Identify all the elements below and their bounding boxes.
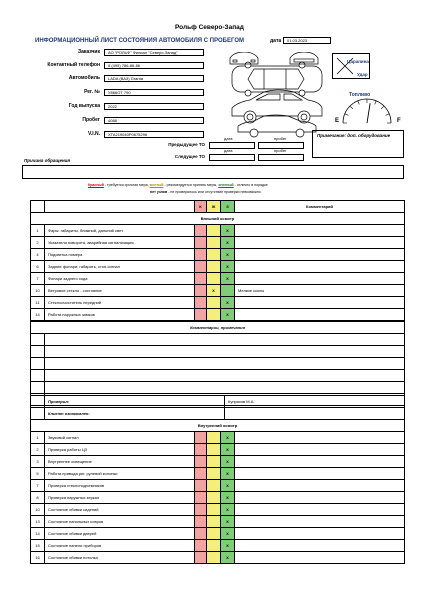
fuel-label: Топливо (349, 92, 371, 98)
row-number: 14 (31, 309, 45, 321)
section-exterior-title: Внешний осмотр (31, 213, 405, 225)
row-comment[interactable] (235, 456, 405, 468)
status-cell-yellow[interactable] (207, 261, 221, 273)
row-number: 16 (31, 552, 45, 564)
status-cell-red[interactable] (195, 552, 207, 564)
date-label: дата (270, 38, 282, 44)
table-row (31, 480, 405, 492)
table-row (31, 225, 405, 237)
fuel-tick (350, 106, 353, 109)
status-cell-yellow[interactable] (207, 297, 221, 309)
status-cell-yellow[interactable] (207, 492, 221, 504)
status-cell-yellow[interactable] (207, 309, 221, 321)
status-cell-red[interactable] (195, 309, 207, 321)
service-date-label: дата (224, 148, 233, 153)
status-cell-green[interactable]: X (221, 540, 235, 552)
col-header-yellow: Ж (207, 201, 221, 213)
comments-table (30, 321, 405, 406)
status-cell-yellow[interactable] (207, 225, 221, 237)
field-label: Год выпуска (68, 103, 100, 109)
row-comment[interactable] (235, 261, 405, 273)
status-cell-red[interactable] (195, 468, 207, 480)
fuel-gauge-icon (337, 97, 397, 127)
row-item-text: Фонари заднего хода (45, 273, 195, 285)
reason-box (22, 165, 404, 179)
status-cell-red[interactable] (195, 249, 207, 261)
checked-label: Проверил: (45, 396, 225, 408)
status-cell-red[interactable] (195, 504, 207, 516)
table-row (31, 273, 405, 285)
status-cell-red[interactable] (195, 516, 207, 528)
field-value[interactable]: XTA219040P0675296 (104, 131, 204, 138)
status-cell-green[interactable]: X (221, 261, 235, 273)
header-spacer (31, 201, 45, 213)
row-number: 10 (31, 504, 45, 516)
legend-yellow-desc: - рекомендуется принять меры, (163, 183, 219, 187)
sig-spacer (31, 408, 45, 420)
field-label: Рег. № (84, 89, 100, 95)
status-cell-green[interactable]: X (221, 552, 235, 564)
status-cell-green[interactable]: X (221, 432, 235, 444)
status-cell-red[interactable] (195, 237, 207, 249)
status-cell-red[interactable] (195, 456, 207, 468)
comment-line-input[interactable] (45, 370, 405, 382)
checked-value: Купряхов М.А. (225, 396, 405, 408)
table-row (31, 504, 405, 516)
status-cell-red[interactable] (195, 528, 207, 540)
service-mileage-label: пробег (274, 148, 287, 153)
status-cell-yellow[interactable] (207, 432, 221, 444)
row-comment[interactable] (235, 480, 405, 492)
row-number: 5 (31, 468, 45, 480)
service-date-label: дата (224, 136, 233, 141)
service-label: Следущее ТО (174, 154, 205, 159)
car-damage-diagram (228, 52, 326, 138)
comment-line-margin (31, 358, 45, 370)
field-value[interactable]: 2022 (104, 103, 204, 110)
status-cell-green[interactable]: X (221, 492, 235, 504)
status-cell-green[interactable]: X (221, 309, 235, 321)
row-number: 2 (31, 237, 45, 249)
checked-row (31, 396, 405, 408)
comment-line (31, 382, 405, 394)
status-cell-green[interactable]: X (221, 444, 235, 456)
row-comment[interactable] (235, 225, 405, 237)
comment-line (31, 370, 405, 382)
table-row (31, 552, 405, 564)
row-item-text: Фары: габариты, ближний, дальний свет (45, 225, 195, 237)
comment-line-input[interactable] (45, 334, 405, 346)
color-legend-grey (150, 191, 261, 195)
row-item-text: Задние фонари: габарить, стоп-сигнал (45, 261, 195, 273)
row-item-text: Подсветка номера (45, 249, 195, 261)
table-row (31, 249, 405, 261)
table-row (31, 261, 405, 273)
row-number: 13 (31, 516, 45, 528)
section-row (31, 420, 405, 432)
row-comment[interactable] (235, 504, 405, 516)
legend-green-desc: - отлично в порядке (233, 183, 268, 187)
row-comment[interactable] (235, 297, 405, 309)
row-number: 8 (31, 492, 45, 504)
exterior-table (30, 200, 405, 321)
field-value[interactable]: У866ОТ 790 (104, 89, 204, 96)
legend-yellow-word: желтый (149, 183, 164, 187)
row-comment[interactable] (235, 552, 405, 564)
row-comment[interactable] (235, 540, 405, 552)
status-cell-yellow[interactable] (207, 480, 221, 492)
status-cell-yellow[interactable] (207, 237, 221, 249)
row-item-text: Стеклоочиститель передний (45, 297, 195, 309)
row-item-text: Проверка наружных зеркал (45, 492, 195, 504)
row-comment[interactable] (235, 528, 405, 540)
row-comment[interactable] (235, 492, 405, 504)
status-cell-red[interactable] (195, 432, 207, 444)
status-cell-red[interactable] (195, 480, 207, 492)
service-date-field[interactable] (209, 154, 255, 161)
field-label: Пробег (82, 117, 100, 123)
status-cell-red[interactable] (195, 297, 207, 309)
row-comment[interactable] (235, 468, 405, 480)
row-item-text: Состояние обивки дверей (45, 528, 195, 540)
status-cell-yellow[interactable] (207, 516, 221, 528)
status-cell-green[interactable]: X (221, 528, 235, 540)
color-legend (88, 184, 268, 188)
table-row (31, 468, 405, 480)
row-comment[interactable] (235, 432, 405, 444)
comment-line-input[interactable] (45, 346, 405, 358)
client-signature (225, 408, 405, 420)
status-cell-red[interactable] (195, 444, 207, 456)
row-item-text: Ветровое стекло - состояние (45, 285, 195, 297)
row-number: 3 (31, 456, 45, 468)
row-number: 10 (31, 285, 45, 297)
table-row (31, 297, 405, 309)
fuel-tick (358, 101, 360, 105)
row-item-text: Состояние напольных ковров (45, 516, 195, 528)
row-number: 4 (31, 249, 45, 261)
col-header-comment: Комментарий (235, 201, 405, 213)
status-cell-red[interactable] (195, 540, 207, 552)
service-mileage-field[interactable] (258, 154, 304, 161)
fuel-tick (375, 101, 377, 105)
note-label: Примечание: доп. оборудование (317, 133, 391, 138)
sig-spacer (31, 396, 45, 408)
status-cell-red[interactable] (195, 273, 207, 285)
table-row (31, 432, 405, 444)
column-header-row (31, 201, 405, 213)
status-cell-green[interactable]: X (221, 237, 235, 249)
legend-red-word: Красный (88, 183, 104, 187)
status-cell-yellow[interactable] (207, 456, 221, 468)
row-item-text: Состояние обивки потолка (45, 552, 195, 564)
row-item-text: Звуковой сигнал (45, 432, 195, 444)
status-cell-green[interactable]: X (221, 297, 235, 309)
row-number: 6 (31, 261, 45, 273)
fuel-tick (345, 114, 349, 116)
comment-line-margin (31, 334, 45, 346)
service-mileage-label: пробег (274, 136, 287, 141)
comment-line (31, 346, 405, 358)
status-cell-green[interactable]: X (221, 273, 235, 285)
row-item-text: Проверка работы ЦЗ (45, 444, 195, 456)
status-cell-red[interactable] (195, 225, 207, 237)
col-header-red: К (195, 201, 207, 213)
row-comment[interactable]: Мелкие сколы (235, 285, 405, 297)
fuel-empty-label: E (335, 118, 340, 124)
status-cell-green[interactable]: X (221, 504, 235, 516)
reason-label: Причина обращения (24, 158, 71, 163)
status-cell-green[interactable]: X (221, 480, 235, 492)
table-row (31, 237, 405, 249)
status-cell-green[interactable]: X (221, 225, 235, 237)
field-value[interactable]: LADA (ВАЗ) Granta (104, 75, 204, 82)
field-value[interactable]: 4088 (104, 117, 204, 124)
status-cell-red[interactable] (195, 285, 207, 297)
row-comment[interactable] (235, 516, 405, 528)
car-top-view-icon (232, 62, 322, 96)
comment-line-input[interactable] (45, 382, 405, 394)
status-cell-yellow[interactable] (207, 444, 221, 456)
fuel-tick (381, 106, 384, 109)
signature-table (30, 395, 405, 420)
table-row (31, 528, 405, 540)
comment-line-margin (31, 370, 45, 382)
row-item-text: Работа наружных замков (45, 309, 195, 321)
company-name: Рольф Северо-Запад (175, 24, 244, 31)
status-cell-yellow[interactable] (207, 552, 221, 564)
comment-line-margin (31, 382, 45, 394)
status-cell-yellow[interactable]: X (207, 285, 221, 297)
row-number: 14 (31, 528, 45, 540)
row-item-text: Указатели поворота, аварийная сигнализация (45, 237, 195, 249)
row-comment[interactable] (235, 273, 405, 285)
row-number: 7 (31, 273, 45, 285)
comment-line (31, 358, 405, 370)
status-cell-yellow[interactable] (207, 540, 221, 552)
row-item-text: Работа привода рег. рулевой колонки (45, 468, 195, 480)
interior-table (30, 419, 405, 564)
row-number: 15 (31, 540, 45, 552)
table-row (31, 444, 405, 456)
legend-scratch-label: Царапина (347, 59, 369, 64)
status-cell-yellow[interactable] (207, 249, 221, 261)
field-label: V.I.N. (87, 131, 100, 137)
status-cell-red[interactable] (195, 492, 207, 504)
status-cell-red[interactable] (195, 261, 207, 273)
row-item-text: Состояние панели приборов (45, 540, 195, 552)
status-cell-green[interactable]: X (221, 516, 235, 528)
row-number: 1 (31, 432, 45, 444)
table-row (31, 285, 405, 297)
section-comments-title: Комментарии, примечания (31, 322, 405, 334)
status-cell-green[interactable] (221, 285, 235, 297)
car-front-view-icon (230, 52, 258, 64)
field-label: Автомобиль (68, 75, 100, 81)
status-cell-yellow[interactable] (207, 273, 221, 285)
row-number: 11 (31, 297, 45, 309)
row-comment[interactable] (235, 237, 405, 249)
row-item-text: Состояние обивки сидений (45, 504, 195, 516)
comment-line (31, 334, 405, 346)
field-value[interactable]: АО "РОЛЬФ" Филиал "Северо-Запад" (104, 49, 204, 56)
table-row (31, 492, 405, 504)
status-cell-green[interactable]: X (221, 468, 235, 480)
table-row (31, 516, 405, 528)
table-row (31, 456, 405, 468)
document-title: ИНФОРМАЦИОННЫЙ ЛИСТ СОСТОЯНИЯ АВТОМОБИЛЯ С ПРОБЕГОМ (35, 38, 244, 44)
row-item-text: Внутреннее освещение (45, 456, 195, 468)
legend-grey-word: нет узлов (150, 190, 168, 194)
date-field: 01.03.2023 (283, 37, 331, 44)
table-row (31, 309, 405, 321)
legend-green-word: зеленый (218, 183, 234, 187)
row-item-text: Проверка стеклоподъемников (45, 480, 195, 492)
row-number: 2 (31, 444, 45, 456)
section-interior-title: Внутренний осмотр (31, 420, 405, 432)
comment-line-margin (31, 346, 45, 358)
fuel-tick (385, 114, 389, 116)
fuel-full-label: F (397, 118, 401, 124)
status-cell-green[interactable]: X (221, 249, 235, 261)
service-label: Предыдущее ТО (168, 142, 205, 147)
status-cell-yellow[interactable] (207, 504, 221, 516)
col-header-green: З (221, 201, 235, 213)
status-cell-green[interactable]: X (221, 456, 235, 468)
section-row (31, 213, 405, 225)
field-label: Заказчик (77, 49, 100, 55)
table-row (31, 540, 405, 552)
row-comment[interactable] (235, 444, 405, 456)
section-row (31, 322, 405, 334)
field-label: Контактный телефон (47, 62, 100, 68)
legend-hit-label: Удар (357, 72, 368, 77)
status-cell-yellow[interactable] (207, 528, 221, 540)
comment-line-input[interactable] (45, 358, 405, 370)
row-number: 7 (31, 480, 45, 492)
client-row (31, 408, 405, 420)
row-number: 1 (31, 225, 45, 237)
row-comment[interactable] (235, 309, 405, 321)
field-value[interactable]: 8 (495) 786-86-86 (104, 62, 204, 69)
legend-red-desc: - требуется срочная мера, (103, 183, 150, 187)
client-label: Клиент ознакомлен: (45, 408, 225, 420)
header-spacer (45, 201, 195, 213)
status-cell-yellow[interactable] (207, 468, 221, 480)
service-date-field[interactable] (209, 142, 255, 149)
row-comment[interactable] (235, 249, 405, 261)
legend-grey-desc: - не проверялось или отсутствие проверки невозможно (167, 190, 261, 194)
car-rear-view-icon (290, 52, 318, 64)
